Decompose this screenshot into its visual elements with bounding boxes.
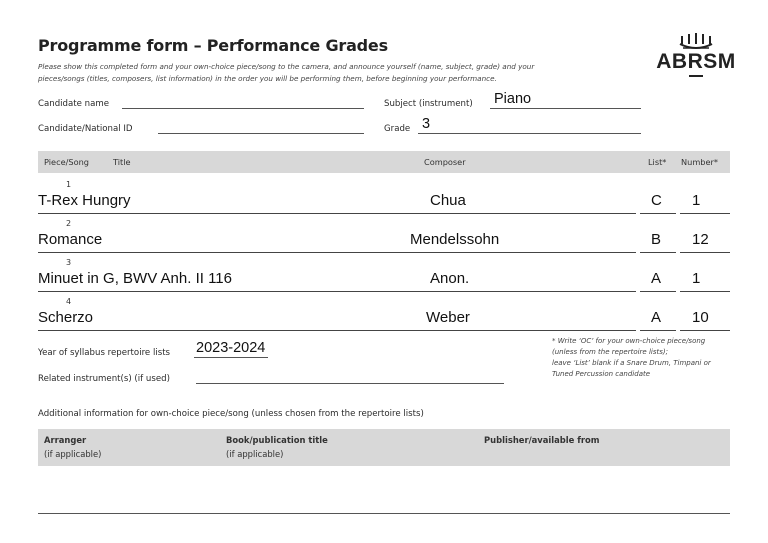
book-title-subheader: (if applicable) bbox=[226, 449, 284, 459]
form-instructions bbox=[38, 61, 638, 85]
arranger-header: Arranger bbox=[44, 435, 87, 445]
syllabus-year-field[interactable] bbox=[194, 357, 268, 358]
logo-underline bbox=[689, 75, 703, 77]
candidate-id-field[interactable] bbox=[158, 133, 364, 134]
piece-number[interactable]: 10 bbox=[692, 309, 709, 326]
piece-composer[interactable]: Chua bbox=[430, 192, 466, 209]
piece-list[interactable]: A bbox=[651, 309, 662, 326]
additional-heading-rest: (unless chosen from the repertoire lists) bbox=[248, 409, 424, 419]
additional-info-header bbox=[38, 429, 730, 466]
row-index: 1 bbox=[66, 180, 72, 189]
subject-value: Piano bbox=[494, 91, 532, 107]
piece-title[interactable]: Scherzo bbox=[38, 309, 94, 326]
header-list: List* bbox=[648, 157, 667, 167]
piece-number[interactable]: 1 bbox=[692, 192, 701, 209]
grade-field[interactable] bbox=[418, 133, 641, 134]
row-index: 2 bbox=[66, 219, 72, 228]
grade-value: 3 bbox=[422, 116, 431, 132]
title-line bbox=[38, 291, 636, 292]
number-line bbox=[680, 291, 730, 292]
piece-title[interactable]: Romance bbox=[38, 231, 103, 248]
candidate-name-label: Candidate name bbox=[38, 99, 110, 109]
list-line bbox=[640, 330, 676, 331]
logo-text: ABRSM bbox=[656, 50, 736, 73]
piece-title[interactable]: Minuet in G, BWV Anh. II 116 bbox=[38, 270, 232, 287]
syllabus-year-value: 2023-2024 bbox=[196, 340, 266, 356]
candidate-name-field[interactable] bbox=[122, 108, 364, 109]
table-row bbox=[38, 297, 730, 332]
table-row bbox=[38, 219, 730, 254]
abrsm-logo bbox=[656, 33, 736, 77]
title-line bbox=[38, 252, 636, 253]
title-line bbox=[38, 213, 636, 214]
instructions-line-2: pieces/songs (titles, composers, list information) in the order you will be performing them, before beginning your performance. bbox=[38, 74, 497, 83]
footnote-line-4: Tuned Percussion candidate bbox=[552, 370, 651, 378]
additional-heading-bold: Additional information for own-choice piece/song bbox=[38, 409, 249, 419]
syllabus-year-label: Year of syllabus repertoire lists bbox=[38, 348, 171, 358]
candidate-id-label: Candidate/National ID bbox=[38, 124, 133, 134]
additional-info-entry-line[interactable] bbox=[38, 513, 730, 514]
row-index: 3 bbox=[66, 258, 72, 267]
header-number: Number* bbox=[681, 157, 718, 167]
related-instrument-label: Related instrument(s) (if used) bbox=[38, 374, 170, 384]
piece-composer[interactable]: Mendelssohn bbox=[410, 231, 500, 248]
header-title: Title bbox=[113, 157, 131, 167]
form-title: Programme form – Performance Grades bbox=[38, 36, 388, 55]
piece-composer[interactable]: Weber bbox=[426, 309, 470, 326]
repertoire-table-header bbox=[38, 151, 730, 173]
header-piece: Piece/Song bbox=[44, 157, 89, 167]
footnote-line-1: * Write ‘OC’ for your own-choice piece/song bbox=[552, 337, 706, 345]
list-footnote bbox=[552, 336, 742, 380]
related-instrument-field[interactable] bbox=[196, 383, 504, 384]
number-line bbox=[680, 252, 730, 253]
row-index: 4 bbox=[66, 297, 72, 306]
piece-title[interactable]: T-Rex Hungry bbox=[38, 192, 131, 209]
piece-number[interactable]: 1 bbox=[692, 270, 701, 287]
subject-field[interactable] bbox=[490, 108, 641, 109]
grade-label: Grade bbox=[384, 124, 411, 134]
instructions-line-1: Please show this completed form and your own-choice piece/song to the camera, and announce yourself (name, subject, grade) and your bbox=[38, 62, 535, 71]
footnote-line-3: leave ‘List’ blank if a Snare Drum, Timpani or bbox=[552, 359, 711, 367]
additional-info-heading bbox=[38, 409, 424, 419]
publisher-header: Publisher/available from bbox=[484, 435, 600, 445]
number-line bbox=[680, 330, 730, 331]
arranger-subheader: (if applicable) bbox=[44, 449, 102, 459]
list-line bbox=[640, 213, 676, 214]
piece-list[interactable]: B bbox=[651, 231, 662, 248]
piece-number[interactable]: 12 bbox=[692, 231, 709, 248]
title-line bbox=[38, 330, 636, 331]
header-composer: Composer bbox=[424, 157, 466, 167]
table-row bbox=[38, 258, 730, 293]
piece-composer[interactable]: Anon. bbox=[430, 270, 470, 287]
list-line bbox=[640, 252, 676, 253]
book-title-header: Book/publication title bbox=[226, 435, 328, 445]
list-line bbox=[640, 291, 676, 292]
table-row bbox=[38, 180, 730, 215]
crown-icon bbox=[679, 33, 713, 51]
subject-label: Subject (instrument) bbox=[384, 99, 473, 109]
number-line bbox=[680, 213, 730, 214]
piece-list[interactable]: A bbox=[651, 270, 662, 287]
footnote-line-2: (unless from the repertoire lists); bbox=[552, 348, 668, 356]
piece-list[interactable]: C bbox=[651, 192, 662, 209]
